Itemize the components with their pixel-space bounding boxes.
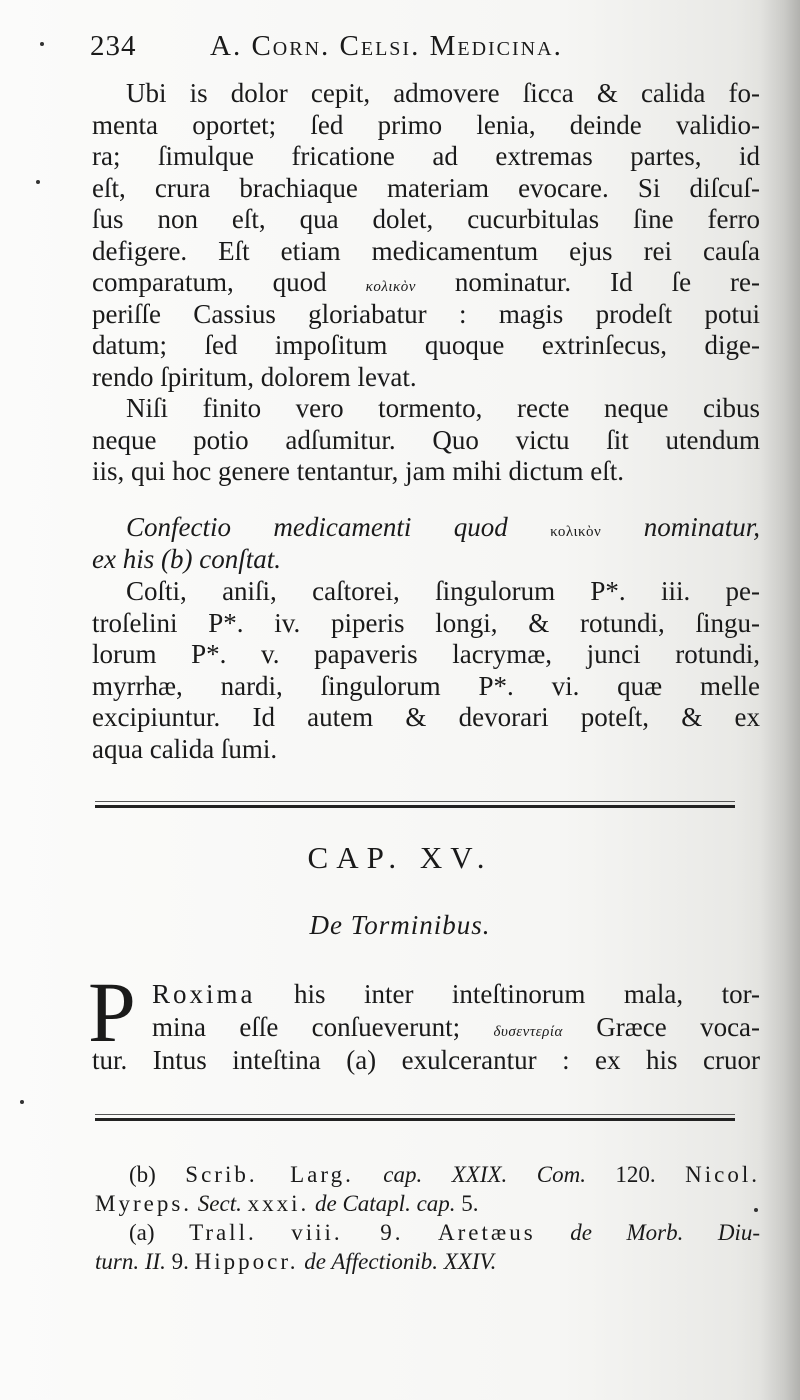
greek-word: κολικὸν	[365, 279, 416, 295]
body-text: comparatum, quod	[92, 267, 327, 297]
body-line: neque potio adſumitur. Quo victu ſit utendum	[92, 424, 760, 455]
body-line: Niſi finito vero tormento, recte neque cibus	[126, 393, 760, 423]
recipe-line: excipiuntur. Id autem & devorari poteſt, & ex	[92, 702, 760, 732]
chapter-text: mina eſſe conſueverunt;	[152, 1012, 461, 1042]
footnote-divider	[95, 1118, 735, 1121]
chapter-subtitle: De Torminibus.	[309, 910, 491, 940]
footnote-ref: turn. II.	[95, 1249, 166, 1274]
paper-speck	[20, 1100, 24, 1104]
greek-word: κολικὸν	[550, 524, 602, 540]
footnote-b-line	[95, 1189, 760, 1218]
footnote-a-line	[95, 1247, 760, 1276]
recipe-heading-text: Confectio medicamenti quod	[126, 512, 508, 542]
footnote-ref: cap. XXIX. Com.	[383, 1162, 586, 1187]
recipe-heading-line	[92, 512, 760, 544]
footnote-author: Aretæus	[438, 1220, 536, 1245]
recipe-paragraph	[92, 576, 760, 765]
footnote-number: 9.	[171, 1249, 189, 1274]
footnote-ref: Sect.	[197, 1191, 242, 1216]
chapter-line	[152, 1011, 760, 1044]
footnote-ref: de Affectionib. XXIV.	[304, 1249, 497, 1274]
footnote-number: 5.	[461, 1191, 479, 1216]
drop-cap: P	[88, 964, 136, 1060]
paper-speck	[36, 180, 40, 184]
recipe-line: myrrhæ, nardi, ſingulorum P*. vi. quæ melle	[92, 670, 760, 701]
chapter-text: Græce voca-	[596, 1012, 761, 1042]
body-line: eſt, crura brachiaque materiam evocare. Si diſcuſ-	[92, 172, 760, 203]
footnote-ref: de Morb. Diu-	[570, 1220, 761, 1245]
section-divider	[95, 805, 735, 808]
paper-speck	[754, 1208, 758, 1212]
body-line: rendo ſpiritum, dolorem levat.	[92, 361, 417, 392]
footnote-b-line	[95, 1160, 760, 1189]
footnote-author: Hippocr.	[194, 1249, 299, 1274]
body-text: nominatur. Id ſe re-	[454, 267, 761, 297]
recipe-line: lorum P*. v. papaveris lacrymæ, junci rotundi,	[92, 639, 760, 669]
running-title: A. Corn. Celsi. Medicina.	[210, 30, 563, 62]
footnote-mark: (a)	[129, 1220, 155, 1245]
recipe-heading	[92, 512, 760, 575]
footnote-mark: (b)	[129, 1162, 156, 1187]
body-paragraph-1	[92, 78, 760, 488]
footnote-number: xxxi.	[247, 1191, 310, 1216]
footnote-author: Myreps.	[95, 1191, 193, 1216]
body-line-with-greek	[92, 267, 760, 299]
chapter-text: his inter inteſtinorum mala, tor-	[293, 979, 761, 1009]
footnote-number: viii. 9.	[291, 1220, 404, 1245]
page-number: 234	[90, 30, 137, 62]
chapter-line	[152, 978, 760, 1011]
chapter-title: CAP. XV.	[307, 840, 493, 875]
greek-word: δυσεντερία	[493, 1024, 563, 1040]
recipe-heading-line: ex his (b) conſtat.	[92, 543, 281, 574]
body-line: Ubi is dolor cepit, admovere ſicca & calida fo-	[126, 78, 760, 108]
recipe-heading-text: nominatur,	[643, 512, 761, 542]
body-line: periſſe Cassius gloriabatur : magis prodeſt potui	[92, 298, 760, 329]
chapter-opening-lines	[152, 978, 760, 1044]
footnote-author: Scrib. Larg.	[185, 1162, 354, 1187]
body-line: ſus non eſt, qua dolet, cucurbitulas ſine ferro	[92, 204, 760, 234]
recipe-line: aqua calida ſumi.	[92, 733, 278, 764]
chapter-continuation	[92, 1044, 760, 1076]
footnote-author: Trall.	[189, 1220, 257, 1245]
footnote-number: 120.	[615, 1162, 656, 1187]
body-line: datum; ſed impoſitum quoque extrinſecus, dige-	[92, 330, 760, 360]
footnotes	[95, 1160, 760, 1276]
footnote-ref: de Catapl. cap.	[314, 1191, 456, 1216]
body-line: ra; ſimulque fricatione ad extremas partes, id	[92, 141, 760, 171]
page-gutter-shadow	[760, 0, 800, 1400]
body-line: iis, qui hoc genere tentantur, jam mihi dictum eſt.	[92, 456, 625, 486]
running-header	[90, 30, 700, 70]
recipe-line: Coſti, aniſi, caſtorei, ſingulorum P*. iii. pe-	[126, 576, 760, 606]
body-line: defigere. Eſt etiam medicamentum ejus rei cauſa	[92, 235, 760, 266]
recipe-line: troſelini P*. iv. piperis longi, & rotundi, ſingu-	[92, 607, 760, 638]
chapter-line: tur. Intus inteſtina (a) exulcerantur : ex his cruor	[92, 1045, 760, 1075]
body-line: menta oportet; ſed primo lenia, deinde validio-	[92, 109, 760, 140]
paper-speck	[40, 42, 44, 46]
small-caps-word: Roxima	[152, 979, 256, 1009]
footnote-a-line	[95, 1218, 760, 1247]
footnote-author: Nicol.	[685, 1162, 760, 1187]
